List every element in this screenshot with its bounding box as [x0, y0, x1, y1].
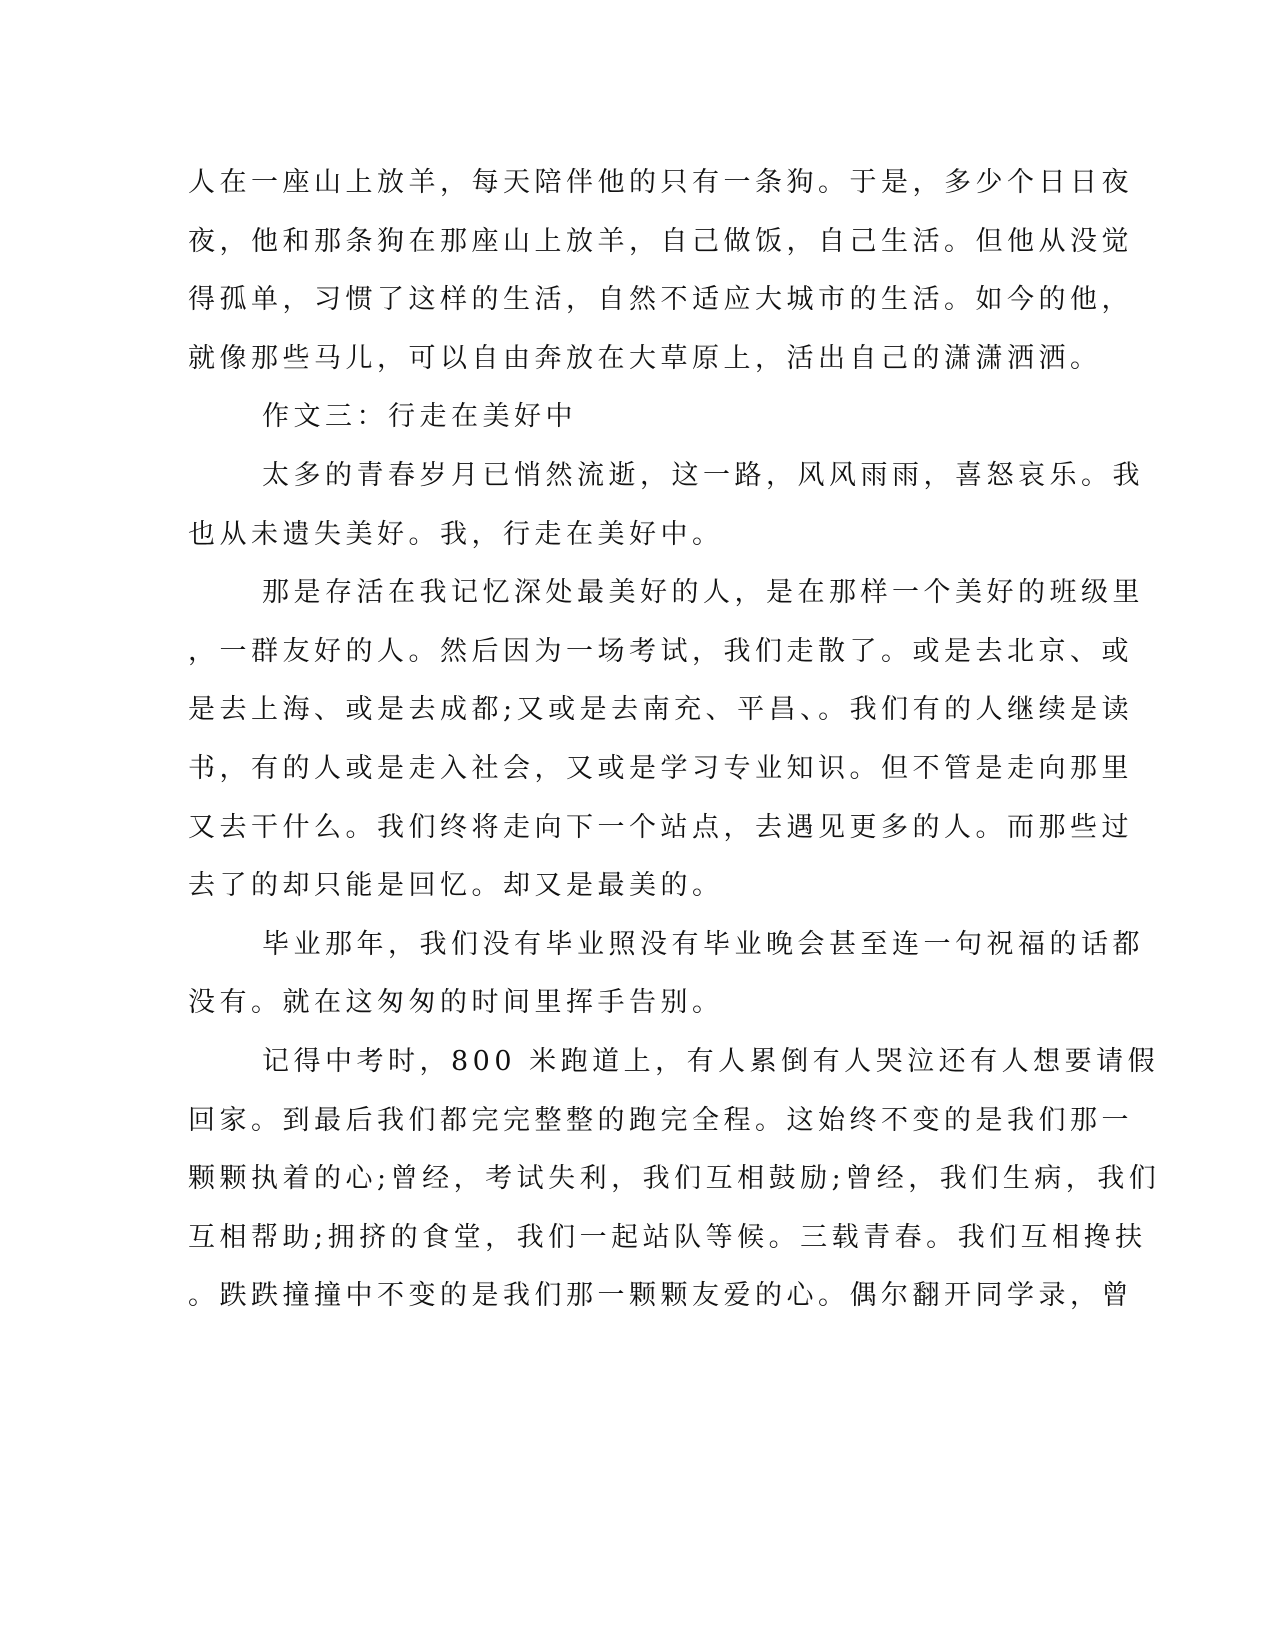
- text-line: 书，有的人或是走入社会，又或是学习专业知识。但不管是走向那里: [188, 753, 1133, 784]
- text-line: 。跌跌撞撞中不变的是我们那一颗颗友爱的心。偶尔翻开同学录，曾: [188, 1280, 1133, 1311]
- text-line: 那是存活在我记忆深处最美好的人，是在那样一个美好的班级里: [262, 577, 1144, 608]
- text-line: 互相帮助;拥挤的食堂，我们一起站队等候。三载青春。我们互相搀扶: [188, 1222, 1147, 1253]
- section-heading: 作文三：行走在美好中: [262, 401, 577, 432]
- text-line: 是去上海、或是去成都;又或是去南充、平昌、。我们有的人继续是读: [188, 694, 1134, 725]
- text-line: 就像那些马儿，可以自由奔放在大草原上，活出自己的潇潇洒洒。: [188, 343, 1102, 374]
- text-line: 人在一座山上放羊，每天陪伴他的只有一条狗。于是，多少个日日夜: [188, 167, 1133, 198]
- text-line: 去了的却只能是回忆。却又是最美的。: [188, 870, 724, 901]
- text-line: 也从未遗失美好。我，行走在美好中。: [188, 519, 724, 550]
- text-line: 记得中考时，800 米跑道上，有人累倒有人哭泣还有人想要请假: [262, 1046, 1160, 1077]
- text-line: 回家。到最后我们都完完整整的跑完全程。这始终不变的是我们那一: [188, 1105, 1133, 1136]
- text-line: ，一群友好的人。然后因为一场考试，我们走散了。或是去北京、或: [188, 636, 1133, 667]
- text-line: 得孤单，习惯了这样的生活，自然不适应大城市的生活。如今的他，: [188, 284, 1133, 315]
- text-line: 颗颗执着的心;曾经，考试失利，我们互相鼓励;曾经，我们生病，我们: [188, 1163, 1161, 1194]
- text-line: 毕业那年，我们没有毕业照没有毕业晚会甚至连一句祝福的话都: [262, 929, 1144, 960]
- text-line: 太多的青春岁月已悄然流逝，这一路，风风雨雨，喜怒哀乐。我: [262, 460, 1144, 491]
- text-line: 夜，他和那条狗在那座山上放羊，自己做饭，自己生活。但他从没觉: [188, 226, 1133, 257]
- text-line: 又去干什么。我们终将走向下一个站点，去遇见更多的人。而那些过: [188, 812, 1133, 843]
- text-line: 没有。就在这匆匆的时间里挥手告别。: [188, 987, 724, 1018]
